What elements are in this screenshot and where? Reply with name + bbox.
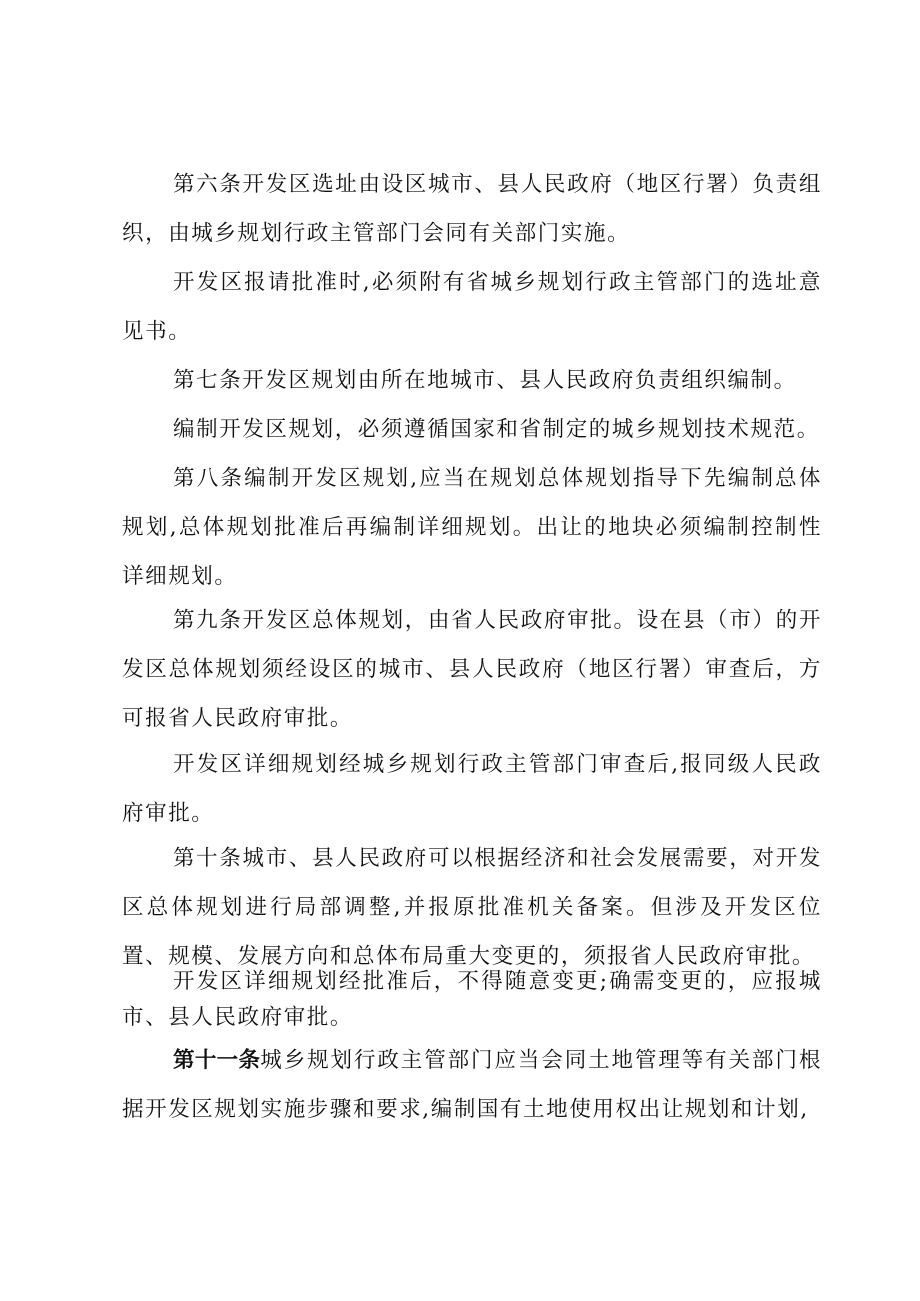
article-6-paragraph: 第六条开发区选址由设区城市、县人民政府（地区行署）负责组织，由城乡规划行政主管部门会同有关部门实施。: [122, 172, 822, 246]
article-8-paragraph: 第八条编制开发区规划,应当在规划总体规划指导下先编制总体规划,总体规划批准后再编制详细规划。出让的地块必须编制控制性详细规划。: [122, 466, 822, 589]
article-9-detail-paragraph: 开发区详细规划经城乡规划行政主管部门审查后,报同级人民政府审批。: [122, 752, 822, 826]
article-6-approval-paragraph: 开发区报请批准时,必须附有省城乡规划行政主管部门的选址意见书。: [122, 270, 822, 344]
article-11-body: 城乡规划行政主管部门应当会同土地管理等有关部门根据开发区规划实施步骤和要求,编制国有土地使用权出让规划和计划,: [122, 1048, 822, 1122]
article-7-standards-paragraph: 编制开发区规划，必须遵循国家和省制定的城乡规划技术规范。: [173, 417, 820, 442]
article-9-paragraph: 第九条开发区总体规划，由省人民政府审批。设在县（市）的开发区总体规划须经设区的城市、县人民政府（地区行署）审查后，方可报省人民政府审批。: [122, 608, 822, 731]
article-11-paragraph: [122, 1036, 822, 1134]
article-10-paragraph: 第十条城市、县人民政府可以根据经济和社会发展需要，对开发区总体规划进行局部调整,并报原批准机关备案。但涉及开发区位置、规模、发展方向和总体布局重大变更的，须报省人民政府审批。: [122, 846, 822, 969]
article-11-heading: 第十一条: [173, 1048, 261, 1073]
article-10-change-paragraph: 开发区详细规划经批准后，不得随意变更;确需变更的，应报城市、县人民政府审批。: [122, 969, 822, 1030]
article-7-paragraph: 第七条开发区规划由所在地城市、县人民政府负责组织编制。: [173, 368, 797, 393]
